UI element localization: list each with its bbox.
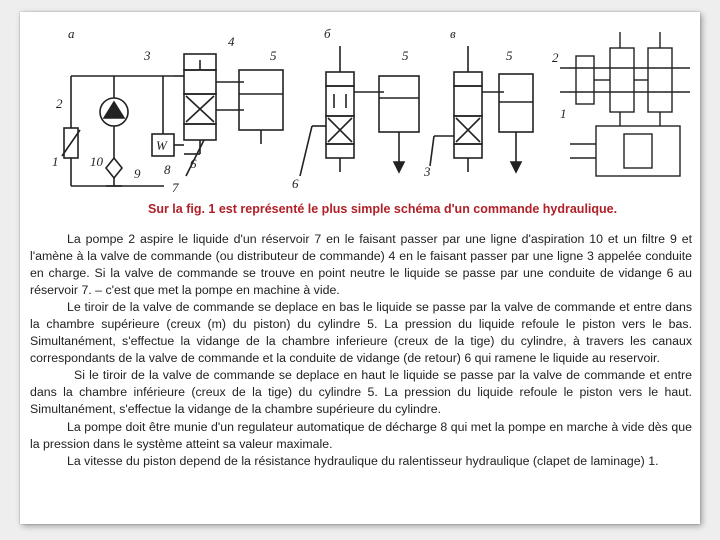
label-num-5: 5	[270, 48, 277, 63]
label-right-2: 2	[552, 50, 559, 65]
label-num-8: 8	[164, 162, 171, 177]
paragraph-4: La pompe doit être munie d'un regulateur automatique de décharge 8 qui met la pompe en marche à vide dès que la pression dans le système atteint sa valeur maximale.	[30, 419, 692, 451]
panel-label-b: б	[324, 26, 331, 41]
label-num-10: 10	[90, 154, 103, 169]
label-num-6: 6	[190, 156, 197, 171]
label-w: W	[156, 138, 167, 153]
label-b-6: 6	[292, 176, 299, 191]
paragraph-2: Le tiroir de la valve de commande se deplace en bas le liquide se passe par la valve de commande et entre dans la chambre supérieure (creux (m) du piston) du cylindre 5. La pression du liquide refoule le piston vers le bas. Simultanément, s'effectue la vidange de la chambre inferieure (creux de la tige) du cylindre, à travers les canaux correspondants de la valve de commande et la conduite de vidange (de retour) 6 qui ramene le liquide au reservoir.	[30, 300, 692, 366]
label-num-7: 7	[172, 180, 179, 195]
body-text	[30, 231, 692, 470]
paragraph-1: La pompe 2 aspire le liquide d'un réservoir 7 en le faisant passer par une ligne d'aspiration 10 et un filtre 9 et l'amène à la valve de commande (ou distributeur de commande) 4 en le faisant passer par une ligne 3 appelée conduite en charge. Si la valve de commande se trouve en point neutre le liquide se passe par une conduite de vidange 6 au réservoir 7. – c'est que met la pompe en machine à vide.	[30, 232, 692, 298]
paragraph-5: La vitesse du piston depend de la résistance hydraulique du ralentisseur hydraulique (clapet de laminage) 1.	[67, 453, 659, 468]
label-num-2: 2	[56, 96, 63, 111]
label-right-1: 1	[560, 106, 567, 121]
label-b-5: 5	[402, 48, 409, 63]
paragraph-3: Si le tiroir de la valve de commande se deplace en haut le liquide se passe par la valve de commande et entre dans la chambre inférieure (creux de la tige) du cylindre 5. La pression du liquide refoule le piston vers le haut. Simultanément, s'effectue la vidange de la chambre supérieure du cylindre.	[30, 368, 692, 417]
label-c-5: 5	[506, 48, 513, 63]
label-num-4: 4	[228, 34, 235, 49]
panel-label-a: а	[68, 26, 75, 41]
cylinder-section-diagram	[540, 26, 700, 186]
label-num-3: 3	[144, 48, 151, 63]
slide	[20, 12, 700, 524]
label-num-9: 9	[134, 166, 141, 181]
hydraulic-schematic	[34, 16, 534, 196]
label-c-3: 3	[424, 164, 431, 179]
panel-label-c: в	[450, 26, 456, 41]
label-num-1: 1	[52, 154, 59, 169]
figure-caption: Sur la fig. 1 est représenté le plus simple schéma d'un commande hydraulique.	[148, 202, 618, 216]
